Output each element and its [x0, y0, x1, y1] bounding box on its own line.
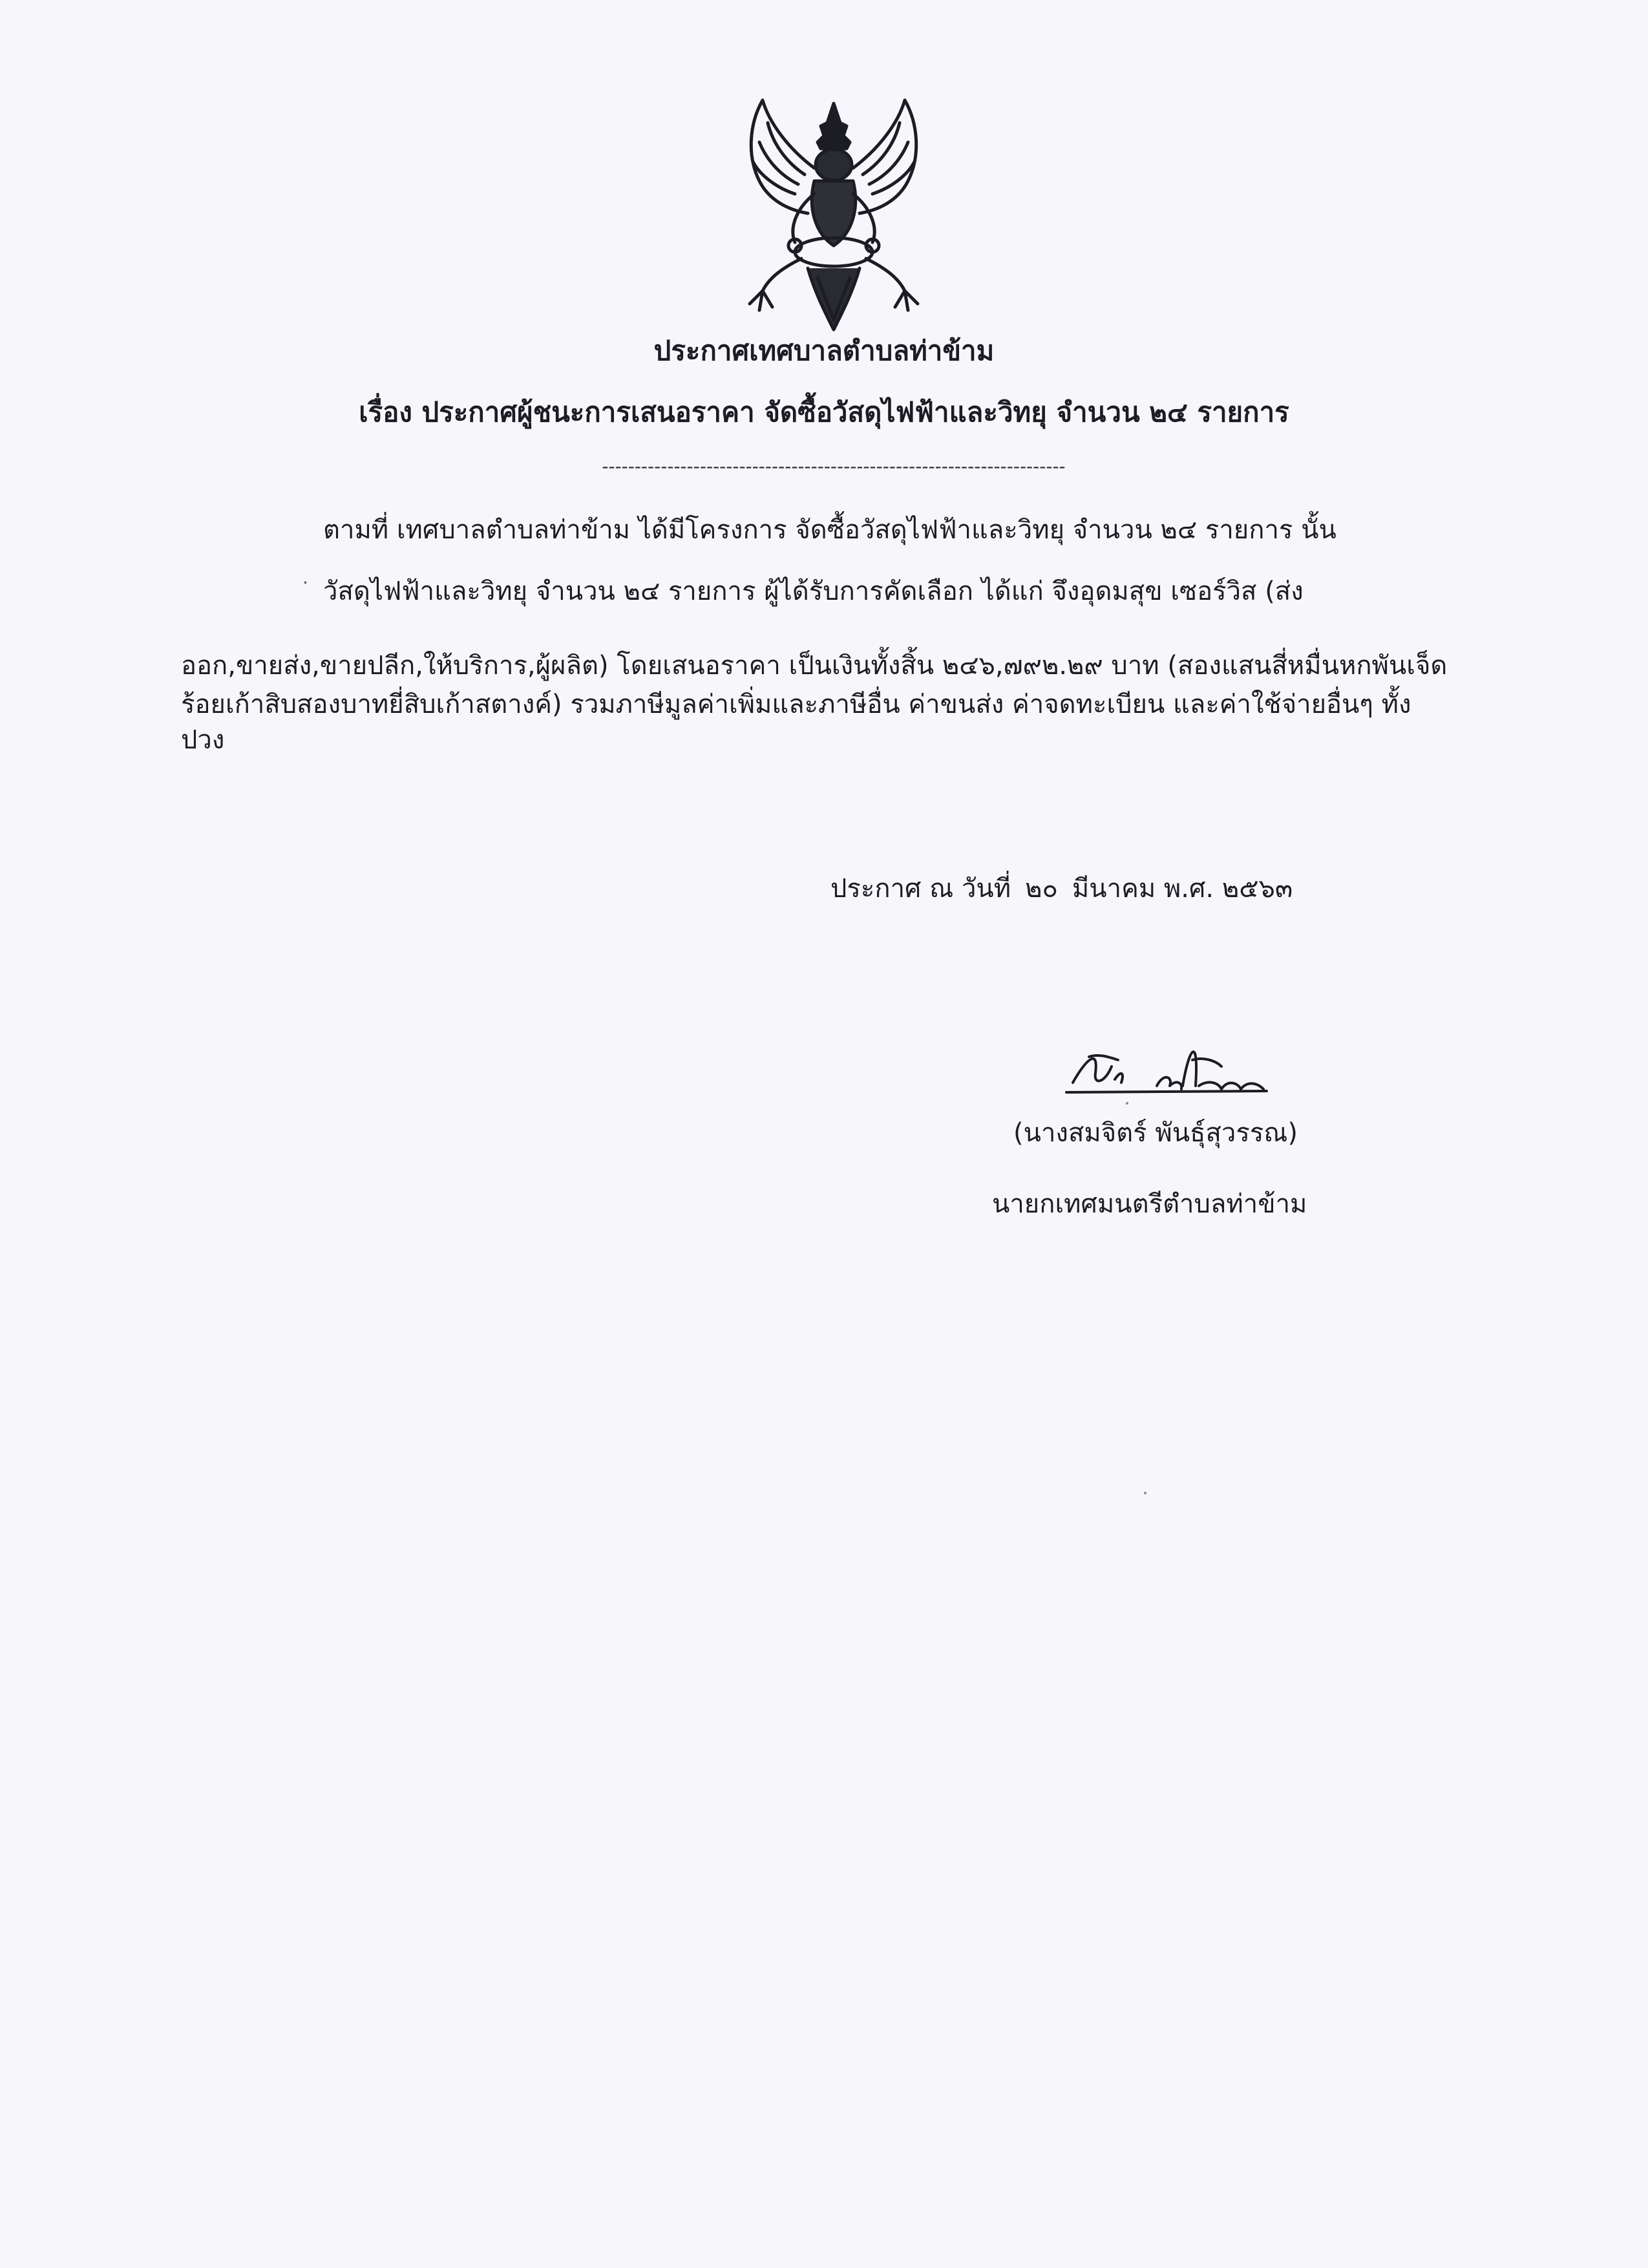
paper-speck [1144, 1492, 1146, 1494]
date-day: ๒๐ [1025, 874, 1058, 904]
signatory-name: (นางสมจิตร์ พันธุ์สุวรรณ) [1013, 1118, 1298, 1148]
divider-line: ----------------------------------------------------------------------- [602, 456, 1066, 477]
announcement-date [830, 867, 1293, 909]
date-prefix: ประกาศ ณ วันที่ [830, 874, 1011, 904]
body-line-3: ออก,ขายส่ง,ขายปลีก,ให้บริการ,ผู้ผลิต) โดยเสนอราคา เป็นเงินทั้งสิ้น ๒๔๖,๗๙๒.๒๙ บาท (สองแสนสี่หมื่นหกพันเจ็ด [181, 651, 1448, 681]
date-month-year: มีนาคม พ.ศ. ๒๕๖๓ [1072, 874, 1293, 904]
announcement-title: ประกาศเทศบาลตำบลท่าข้าม [653, 335, 995, 366]
body-line-1: ตามที่ เทศบาลตำบลท่าข้าม ได้มีโครงการ จัดซื้อวัสดุไฟฟ้าและวิทยุ จำนวน ๒๔ รายการ นั้น [323, 515, 1336, 545]
announcement-subject: เรื่อง ประกาศผู้ชนะการเสนอราคา จัดซื้อวัสดุไฟฟ้าและวิทยุ จำนวน ๒๔ รายการ [359, 396, 1289, 428]
stray-mark: · [302, 572, 308, 593]
handwritten-signature [1060, 1021, 1273, 1105]
paper-speck [1126, 1102, 1128, 1105]
body-line-2: วัสดุไฟฟ้าและวิทยุ จำนวน ๒๔ รายการ ผู้ได้รับการคัดเลือก ได้แก่ จึงอุดมสุข เซอร์วิส (ส่ง [323, 577, 1304, 606]
garuda-emblem-icon [724, 97, 944, 336]
signatory-position: นายกเทศมนตรีตำบลท่าข้าม [992, 1189, 1307, 1219]
body-line-5: ปวง [181, 725, 225, 755]
body-line-4: ร้อยเก้าสิบสองบาทยี่สิบเก้าสตางค์) รวมภาษีมูลค่าเพิ่มและภาษีอื่น ค่าขนส่ง ค่าจดทะเบียน และค่าใช้จ่ายอื่นๆ ทั้ง [181, 690, 1411, 719]
